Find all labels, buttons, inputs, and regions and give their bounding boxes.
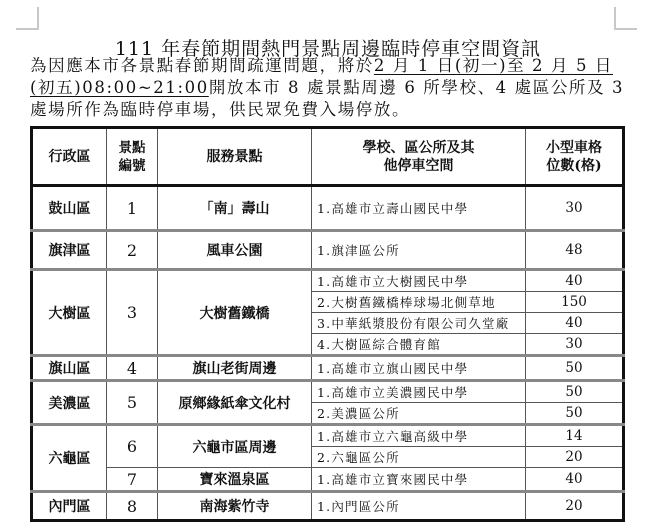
spot-cell: 大樹舊鐵橋 <box>158 270 312 356</box>
count-cell: 150 <box>526 292 624 313</box>
table-row <box>32 186 624 231</box>
count-cell: 20 <box>526 447 624 468</box>
intro-paragraph <box>30 55 630 121</box>
place-cell: 2.美濃區公所 <box>312 403 526 425</box>
header-spaces: 小型車格位數(格) <box>526 128 624 186</box>
spot-cell: 六龜市區周邊 <box>158 425 312 468</box>
district-cell: 六龜區 <box>32 425 107 492</box>
spot-no-cell: 6 <box>107 425 158 468</box>
spot-no-cell: 4 <box>107 356 158 381</box>
place-cell: 1.旗津區公所 <box>312 231 526 270</box>
place-cell: 2.六龜區公所 <box>312 447 526 468</box>
header-spot-no: 景點編號 <box>107 128 158 186</box>
header-places: 學校、區公所及其他停車空間 <box>312 128 526 186</box>
spot-no-cell: 2 <box>107 231 158 270</box>
district-cell: 內門區 <box>32 492 107 521</box>
count-cell: 20 <box>526 492 624 521</box>
header-spot: 服務景點 <box>158 128 312 186</box>
count-cell: 50 <box>526 356 624 381</box>
header-district: 行政區 <box>32 128 107 186</box>
district-cell: 旗山區 <box>32 356 107 381</box>
count-cell: 14 <box>526 425 624 447</box>
place-cell: 1.高雄市立大樹國民中學 <box>312 270 526 292</box>
document-title: 111 年春節期間熱門景點周邊臨時停車空間資訊 <box>114 38 542 60</box>
place-cell: 2.大樹舊鐵橋棒球場北側草地 <box>312 292 526 313</box>
count-cell: 48 <box>526 231 624 270</box>
spot-no-cell: 7 <box>107 468 158 492</box>
table-header-row <box>32 128 624 186</box>
table-row <box>32 270 624 292</box>
intro-text-2: 開放本市 8 處景點周邊 6 所學校、4 處區公所及 3 處場所作為臨時停車場，供民眾免費入場停放。 <box>30 78 625 119</box>
table-row <box>32 356 624 381</box>
place-cell: 1.高雄市立壽山國民中學 <box>312 186 526 231</box>
table-row <box>32 381 624 403</box>
district-cell: 大樹區 <box>32 270 107 356</box>
place-cell: 1.高雄市立六龜高級中學 <box>312 425 526 447</box>
place-cell: 3.中華紙漿股份有限公司久堂廠 <box>312 313 526 334</box>
spot-no-cell: 5 <box>107 381 158 425</box>
place-cell: 1.高雄市立美濃國民中學 <box>312 381 526 403</box>
spot-no-cell: 1 <box>107 186 158 231</box>
place-cell: 4.大樹區綜合體育館 <box>312 334 526 356</box>
count-cell: 50 <box>526 381 624 403</box>
table-row <box>32 492 624 521</box>
count-cell: 30 <box>526 334 624 356</box>
page-corner-mark-right <box>614 7 637 30</box>
parking-table <box>30 126 625 522</box>
spot-cell: 風車公園 <box>158 231 312 270</box>
place-cell: 1.高雄市立旗山國民中學 <box>312 356 526 381</box>
page-corner-mark-left <box>16 7 39 30</box>
spot-cell: 原鄉緣紙傘文化村 <box>158 381 312 425</box>
count-cell: 40 <box>526 270 624 292</box>
intro-text-1: 為因應本市各景點春節期間疏運問題，將於 <box>30 56 374 75</box>
table-row <box>32 231 624 270</box>
table-row <box>32 425 624 447</box>
spot-no-cell: 3 <box>107 270 158 356</box>
district-cell: 鼓山區 <box>32 186 107 231</box>
count-cell: 40 <box>526 468 624 492</box>
count-cell: 30 <box>526 186 624 231</box>
intro-date-range: 2 月 1 日(初一)至 2 月 5 日(初五)08:00~21:00 <box>30 56 613 97</box>
count-cell: 40 <box>526 313 624 334</box>
district-cell: 旗津區 <box>32 231 107 270</box>
spot-no-cell: 8 <box>107 492 158 521</box>
spot-cell: 南海紫竹寺 <box>158 492 312 521</box>
place-cell: 1.內門區公所 <box>312 492 526 521</box>
spot-cell: 旗山老街周邊 <box>158 356 312 381</box>
spot-cell: 寶來溫泉區 <box>158 468 312 492</box>
count-cell: 50 <box>526 403 624 425</box>
district-cell: 美濃區 <box>32 381 107 425</box>
place-cell: 1.高雄市立寶來國民中學 <box>312 468 526 492</box>
table-row <box>32 468 624 492</box>
spot-cell: 「南」壽山 <box>158 186 312 231</box>
